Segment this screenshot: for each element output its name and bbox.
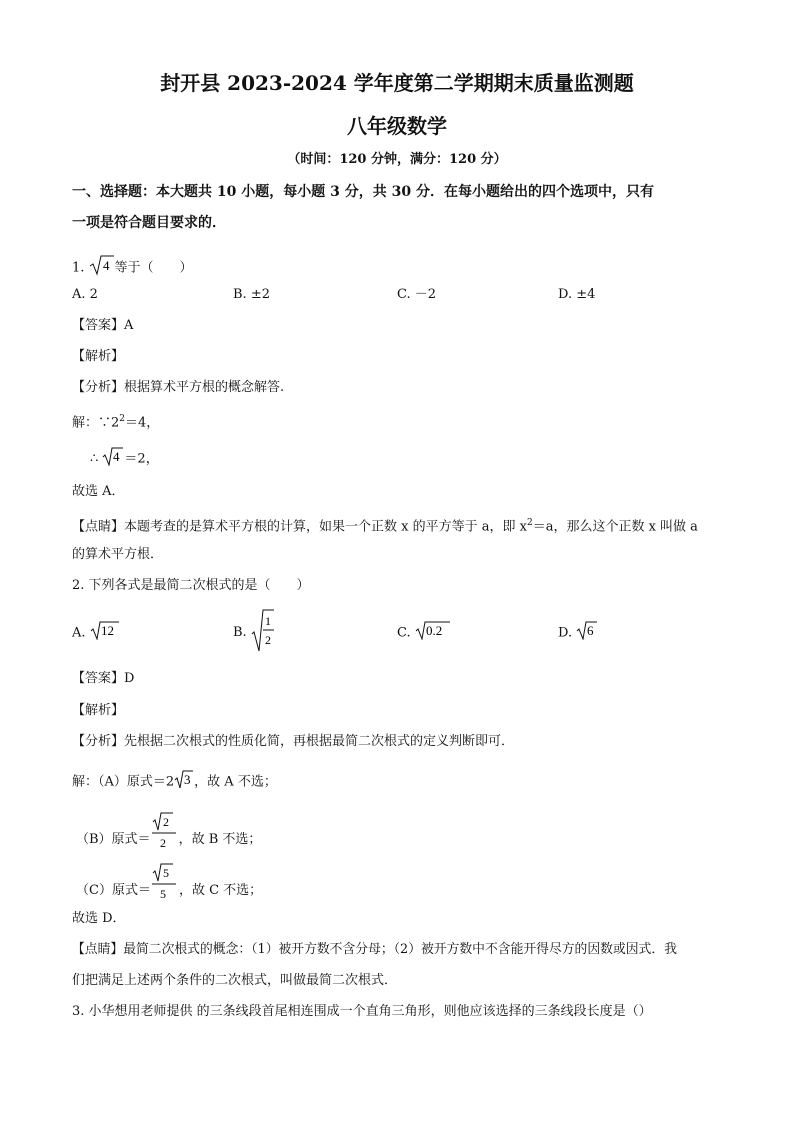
section-heading-line1: 一、选择题：本大题共 10 小题，每小题 3 分，共 30 分．在每小题给出的四个选项中，只有 [72, 184, 654, 200]
q1-number: 1. [72, 260, 85, 276]
q2-sol-a-pre: 解：（A）原式＝2 [72, 774, 175, 790]
q1-sol1-exponent: 2 [119, 414, 126, 424]
q2-option-c-radical [415, 620, 451, 646]
q2-option-a-radicand: 12 [100, 623, 114, 638]
exam-title: 封开县 2023-2024 学年度第二学期期末质量监测题 [160, 71, 634, 95]
q1-solution-line2 [90, 446, 159, 472]
q1-radical [89, 254, 115, 282]
q2-sol-c-numerator: 5 [162, 866, 169, 880]
q1-radicand: 4 [102, 258, 110, 273]
q2-option-d-radical [576, 620, 598, 646]
q1-sol2-radical [102, 446, 124, 472]
q2-answer: 【答案】D [72, 671, 135, 686]
q1-option-c: C. －2 [397, 287, 437, 302]
radical-sign-icon [251, 608, 275, 652]
q1-sol2-post: ＝2， [124, 451, 159, 467]
q2-sol-b-post: ，故 B 不选； [178, 832, 262, 847]
q1-option-a: A. 2 [72, 287, 98, 302]
q1-stem [72, 254, 193, 282]
q2-option-b-denominator: 2 [264, 633, 271, 647]
q2-option-a-radical [90, 620, 120, 646]
q2-stem: 2. 下列各式是最简二次根式的是（ ） [72, 578, 310, 593]
q2-sol-c-fraction [151, 862, 179, 920]
q1-choose: 故选 A． [72, 484, 125, 499]
q2-option-d [558, 620, 598, 646]
q1-dianjing-text: 【点睛】本题考查的是算术平方根的计算，如果一个正数 x 的平方等于 a，即 x [72, 519, 527, 535]
radical-sign-icon [576, 620, 598, 640]
q1-analysis-heading: 【解析】 [72, 349, 125, 364]
q2-option-c [397, 620, 451, 646]
q2-option-b-radical [251, 608, 275, 658]
q2-option-d-radicand: 6 [587, 623, 594, 638]
q1-solution-line1 [72, 410, 159, 432]
radical-sign-icon [89, 254, 115, 276]
q2-solution-b [76, 811, 261, 853]
q1-answer: 【答案】A [72, 318, 134, 333]
q2-sol-b-numerator: 2 [162, 815, 169, 829]
q2-option-a [72, 620, 120, 646]
q2-choose: 故选 D． [72, 911, 126, 926]
q2-dianjing-line2: 们把满足上述两个条件的二次根式，叫做最简二次根式． [72, 973, 398, 988]
q2-solution-c [76, 862, 262, 904]
q2-option-c-radicand: 0.2 [425, 623, 443, 638]
q1-sol2-pre: ∴ [90, 451, 99, 467]
radical-sign-icon [90, 620, 120, 640]
q2-sol-a-radical [174, 769, 194, 795]
q1-sol2-radicand: 4 [113, 449, 120, 464]
q2-option-c-label: C. [397, 625, 411, 641]
q2-sol-c-denominator: 5 [159, 887, 166, 901]
q2-analysis-heading: 【解析】 [72, 703, 125, 718]
q2-option-b-label: B. [233, 625, 247, 640]
q2-option-d-label: D. [558, 625, 573, 641]
q1-option-d: D. ±4 [558, 287, 596, 302]
radical-sign-icon [415, 620, 451, 640]
q2-option-a-label: A. [72, 625, 86, 641]
q2-solution-a [72, 769, 277, 795]
q1-dianjing-exponent: 2 [526, 518, 533, 528]
radical-sign-icon [174, 769, 194, 789]
q1-sol1-pre: 解：∵2 [72, 415, 120, 431]
q1-stem-tail: 等于（ ） [114, 260, 193, 276]
fraction-radical-icon [151, 811, 179, 851]
q2-option-b-numerator: 1 [264, 614, 271, 628]
q2-sol-b-denominator: 2 [159, 836, 166, 850]
q1-fenxi: 【分析】根据算术平方根的概念解答. [72, 380, 285, 395]
q2-sol-a-post: ，故 A 不选； [194, 774, 277, 790]
q1-sol1-post: ＝4， [125, 415, 160, 431]
q2-sol-b-fraction [151, 811, 179, 869]
q2-sol-c-post: ，故 C 不选； [178, 883, 263, 898]
time-note: （时间：120 分钟，满分：120 分） [287, 152, 507, 167]
q2-sol-c-pre: （C）原式＝ [76, 883, 151, 898]
q2-sol-a-radicand: 3 [184, 772, 191, 787]
section-heading-line2: 一项是符合题目要求的． [72, 215, 226, 231]
q3-stem: 3. 小华想用老师提供 的三条线段首尾相连围成一个直角三角形，则他应该选择的三条线段长度是（） [72, 1004, 652, 1019]
q2-sol-b-pre: （B）原式＝ [76, 832, 151, 847]
fraction-radical-icon [151, 862, 179, 902]
radical-sign-icon [102, 446, 124, 466]
exam-subtitle: 八年级数学 [347, 114, 447, 138]
q1-dianjing-line1 [72, 514, 698, 536]
q2-dianjing-line1: 【点睛】最简二次根式的概念：（1）被开方数不含分母；（2）被开方数中不含能开得尽方的因数或因式．我 [72, 942, 677, 957]
q2-fenxi: 【分析】先根据二次根式的性质化简，再根据最简二次根式的定义判断即可． [72, 734, 515, 749]
q2-option-b [233, 608, 275, 658]
q1-dianjing-tail: ＝a，那么这个正数 x 叫做 a [532, 519, 698, 535]
q1-option-b: B. ±2 [233, 287, 270, 302]
q1-dianjing-line2: 的算术平方根． [72, 547, 164, 562]
